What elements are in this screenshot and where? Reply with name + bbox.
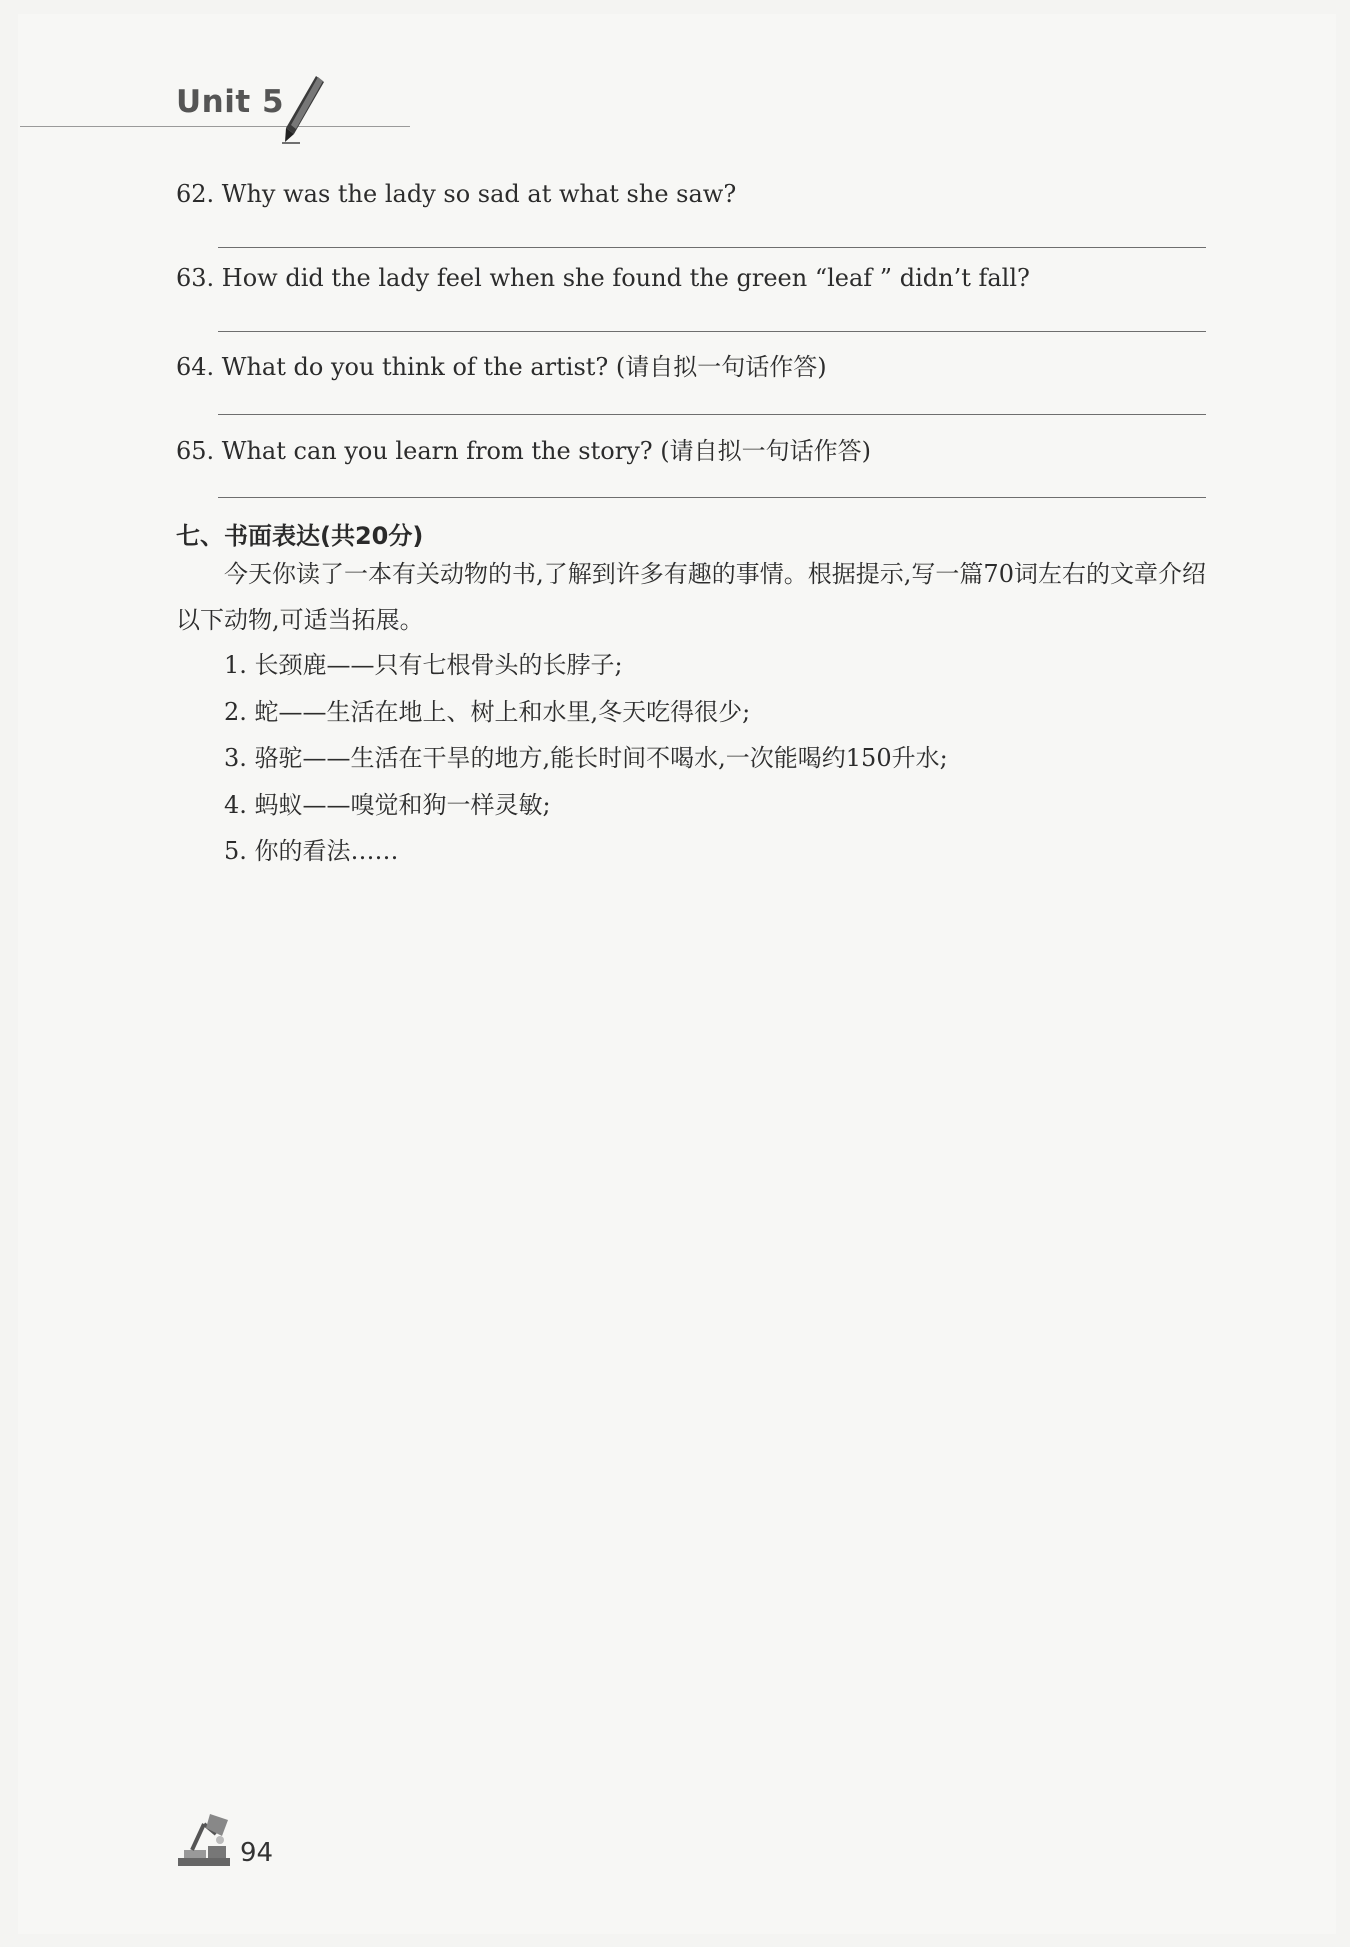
question-62: 62. Why was the lady so sad at what she saw? <box>176 180 737 208</box>
page-number: 94 <box>240 1838 274 1868</box>
answer-line-63[interactable] <box>218 331 1206 332</box>
writing-section-title: 七、书面表达(共20分) <box>176 522 424 550</box>
question-63: 63. How did the lady feel when she found the green “leaf ” didn’t fall? <box>176 264 1030 292</box>
desk-lamp-icon <box>176 1810 236 1868</box>
hint-item-snake: 2. 蛇——生活在地上、树上和水里,冬天吃得很少; <box>224 697 751 726</box>
pen-icon <box>280 74 326 144</box>
answer-line-64[interactable] <box>218 414 1206 415</box>
page-sheet <box>18 14 1336 1934</box>
hint-list <box>224 642 948 875</box>
question-64: 64. What do you think of the artist? (请自拟一句话作答) <box>176 353 827 381</box>
hint-item-ant: 4. 蚂蚁——嗅觉和狗一样灵敏; <box>224 790 551 819</box>
writing-prompt <box>176 551 1206 643</box>
writing-prompt-text: 今天你读了一本有关动物的书,了解到许多有趣的事情。根据提示,写一篇70词左右的文章介绍以下动物,可适当拓展。 <box>176 560 1206 634</box>
hint-item-camel: 3. 骆驼——生活在干旱的地方,能长时间不喝水,一次能喝约150升水; <box>224 744 948 772</box>
unit-title: Unit 5 <box>176 84 285 120</box>
hint-item-giraffe: 1. 长颈鹿——只有七根骨头的长脖子; <box>224 651 623 679</box>
answer-line-65[interactable] <box>218 497 1206 498</box>
hint-item-opinion: 5. 你的看法…… <box>224 837 399 865</box>
page-header <box>0 0 1350 150</box>
question-65: 65. What can you learn from the story? (请自拟一句话作答) <box>176 437 871 465</box>
header-rule <box>20 126 410 127</box>
answer-line-62[interactable] <box>218 247 1206 248</box>
